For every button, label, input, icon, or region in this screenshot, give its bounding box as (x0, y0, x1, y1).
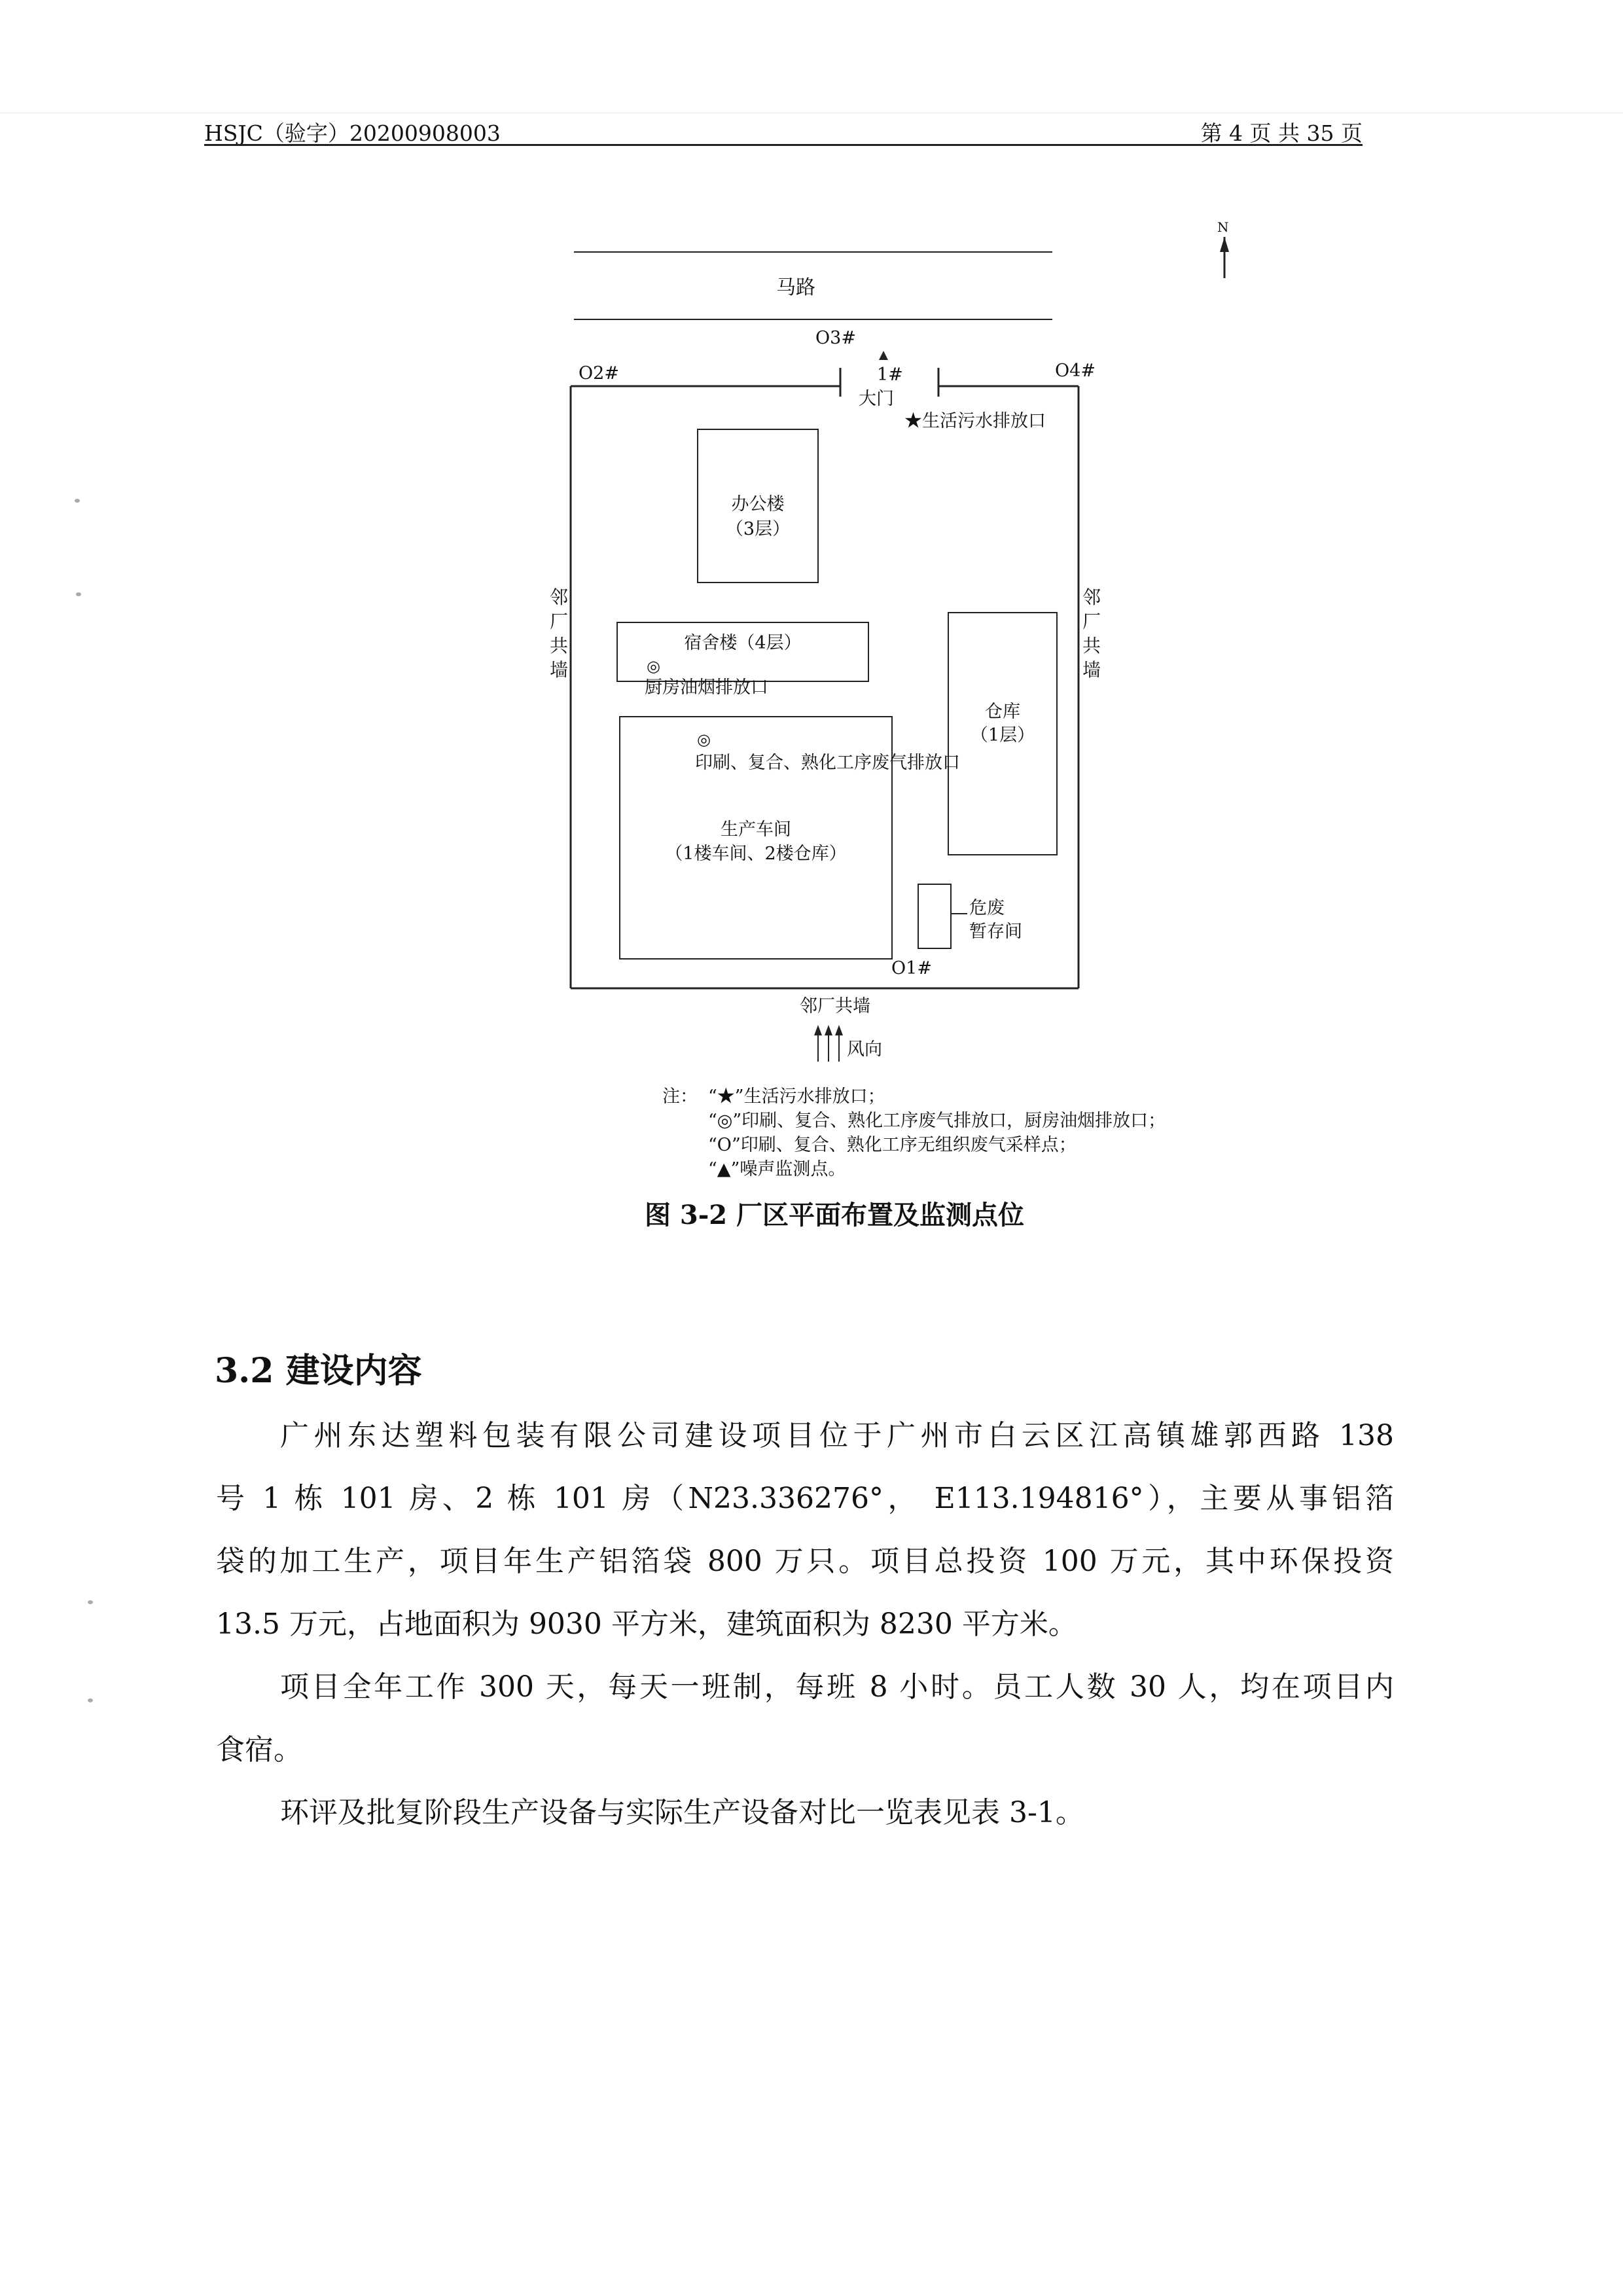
paragraph-1-line-1: 广州东达塑料包装有限公司建设项目位于广州市白云区江高镇雄郭西路 138 (280, 1419, 1394, 1452)
wind-arrow-head-icon (814, 1025, 822, 1035)
hazard-label-1: 危废 (969, 898, 1005, 918)
paragraph-1-line-2: 号 1 栋 101 房、2 栋 101 房（N23.336276°， E113.194816°），主要从事铝箔 (216, 1482, 1394, 1515)
point-3-label: O3# (815, 328, 856, 348)
note-line-2: “◎”印刷、复合、熟化工序废气排放口，厨房油烟排放口； (708, 1111, 1166, 1131)
scan-speck (88, 1698, 93, 1702)
road-label: 马路 (776, 276, 815, 299)
section-title: 3.2 建设内容 (215, 1351, 422, 1391)
dormitory-name: 宿舍楼（4层） (684, 633, 802, 653)
paragraph-2 (216, 1656, 1394, 1782)
right-wall-label: 邻 厂 共 墙 (1082, 586, 1101, 681)
wind-arrow-head-icon (835, 1025, 843, 1035)
office-name: 办公楼 (731, 494, 785, 514)
hazard-label-2: 暂存间 (969, 922, 1022, 942)
paragraph-1-line-3: 袋的加工生产，项目年生产铝箔袋 800 万只。项目总投资 100 万元，其中环保投资 (216, 1545, 1394, 1578)
notes-label: 注： (662, 1086, 698, 1107)
left-wall-label: 邻 厂 共 墙 (549, 586, 568, 681)
noise-point-label: 1# (877, 365, 903, 385)
north-arrow-head-icon (1220, 237, 1229, 252)
office-floors: （3层） (725, 519, 791, 539)
point-2-label: O2# (579, 363, 619, 384)
hazard-storage (918, 884, 952, 949)
wind-arrow-head-icon (825, 1025, 832, 1035)
page-info: 第 4 页 共 35 页 (1200, 120, 1363, 146)
gate-label: 大门 (859, 389, 894, 409)
scan-speck (88, 1600, 93, 1604)
paragraph-1 (216, 1405, 1394, 1656)
note-line-3: “O”印刷、复合、熟化工序无组织废气采样点； (708, 1135, 1077, 1155)
process-outlet-label: 印刷、复合、熟化工序废气排放口 (695, 753, 960, 773)
note-line-1: “★”生活污水排放口； (708, 1086, 885, 1107)
paragraph-2-line-1: 项目全年工作 300 天，每天一班制，每班 8 小时。员工人数 30 人，均在项目内 (280, 1670, 1394, 1704)
wind-label: 风向 (847, 1039, 882, 1060)
kitchen-outlet-symbol: ◎ (647, 657, 660, 675)
note-line-4: “▲”噪声监测点。 (708, 1159, 846, 1179)
report-number: HSJC（验字）20200908003 (204, 120, 501, 146)
point-4-label: O4# (1055, 361, 1096, 381)
paragraph-1-line-4: 13.5 万元，占地面积为 9030 平方米，建筑面积为 8230 平方米。 (216, 1607, 1077, 1641)
noise-point-icon (879, 351, 888, 360)
bottom-wall-label: 邻厂共墙 (800, 996, 870, 1016)
paragraph-2-line-2: 食宿。 (216, 1733, 302, 1767)
warehouse-floors: （1层） (970, 725, 1035, 745)
paragraph-3-line-1: 环评及批复阶段生产设备与实际生产设备对比一览表见表 3-1。 (280, 1796, 1084, 1829)
workshop-name: 生产车间 (721, 819, 791, 840)
kitchen-outlet-label: 厨房油烟排放口 (645, 677, 768, 698)
north-label: N (1217, 219, 1229, 235)
paragraph-3 (216, 1782, 1394, 1844)
figure-caption: 图 3-2 厂区平面布置及监测点位 (644, 1200, 1025, 1230)
warehouse-name: 仓库 (985, 702, 1020, 722)
process-outlet-symbol: ◎ (697, 730, 711, 749)
workshop-detail: （1楼车间、2楼仓库） (665, 844, 847, 864)
point-1-label: O1# (891, 958, 932, 978)
sewage-outlet-label: ★生活污水排放口 (904, 411, 1046, 431)
